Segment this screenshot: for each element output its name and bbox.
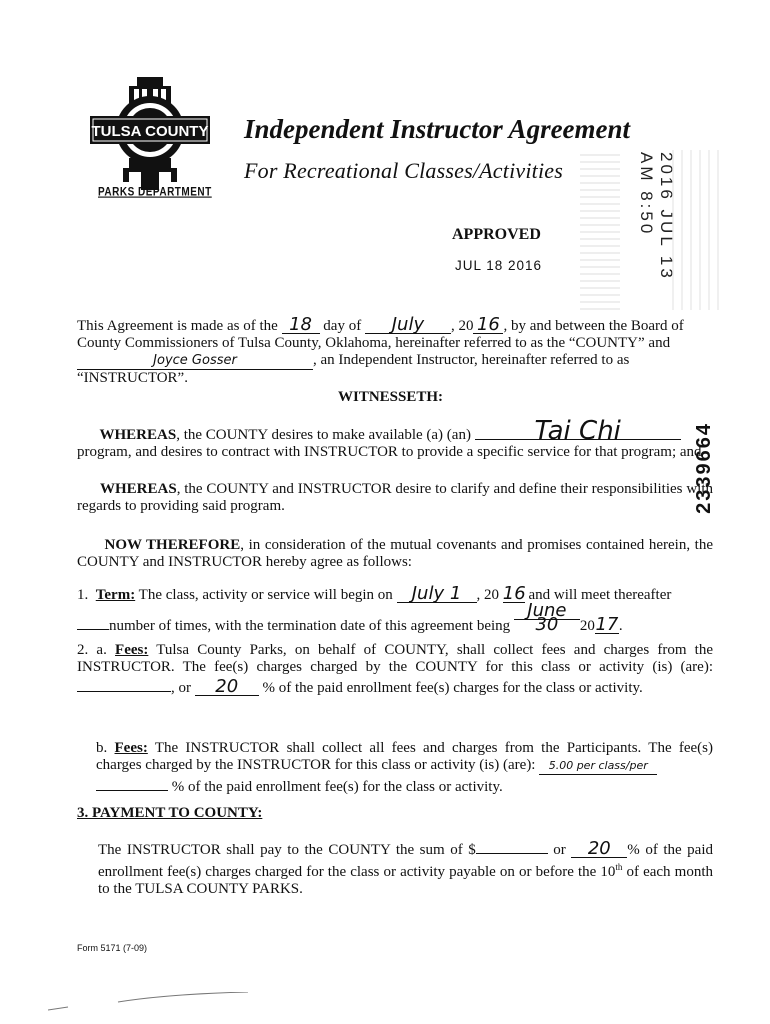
instructor-name-field: Joyce Gosser — [77, 354, 313, 370]
document-number-stamp: 2339664 — [693, 422, 715, 514]
payment-section: The INSTRUCTOR shall pay to the COUNTY the sum of $ or 20 % of the paid enrollment fee(s) charges charged for the class or activity payable on or before the 10th of each month to the TULSA COUNTY PARKS. — [98, 838, 714, 897]
program-field: Tai Chi — [475, 424, 681, 440]
term-section: 1. Term: The class, activity or service will begin on July 1 , 20 16 and will meet thereafter number of times, with the termination date of this agreement being June 30 2017. — [77, 583, 672, 635]
payment-heading: 3. PAYMENT TO COUNTY: — [77, 805, 263, 821]
month-field: July — [365, 318, 451, 334]
approved-date: JUL 18 2016 — [455, 258, 543, 273]
term-start-field: July 1 — [397, 587, 477, 603]
fees-b-section: b. Fees: The INSTRUCTOR shall collect all fees and charges from the Participants. The fee(s) charges charged by the INSTRUCTOR for this class or activity (is) (are): 5.00 per class/per % of the paid enrollment fee(s) for the class or activity. — [96, 740, 714, 795]
stamp-faint-marks — [580, 150, 620, 310]
witnesseth-heading: WITNESSETH: — [338, 389, 444, 405]
received-date-stamp: 2016 JUL 13 AM 8:50 — [637, 152, 676, 281]
termination-date-field: June 30 — [514, 604, 580, 620]
intro-paragraph: This Agreement is made as of the 18 day of July , 20 16 , by and between the Board of County Commissioners of Tulsa County, Oklahoma, hereinafter referred to as the “COUNTY” and Joyce Gosser , an Independent Instructor, hereinafter referred to as “INSTRUCTOR”. — [77, 314, 684, 386]
whereas-1: WHEREAS, the COUNTY desires to make available (a) (an) Tai Chi program, and desires to contract with INSTRUCTOR to provide a specific service for that program; and — [77, 416, 702, 460]
times-field — [77, 614, 109, 630]
document-title: Independent Instructor Agreement — [244, 114, 631, 144]
parks-department-label: PARKS DEPARTMENT — [98, 186, 212, 199]
day-field: 18 — [282, 318, 320, 334]
term-start-year-field: 16 — [502, 583, 526, 604]
fees-b-amount-field: 5.00 per class/per — [539, 759, 657, 775]
fees-a-section: 2. a. Fees: Tulsa County Parks, on behalf of COUNTY, shall collect fees and charges from the INSTRUCTOR. The fee(s) charges charged by the COUNTY for this class or activity (is) (are): , or 20 % of the paid enrollment fee(s) charges for the class or activity. — [77, 642, 714, 697]
fees-a-percent-field: 20 — [195, 680, 259, 696]
document-subtitle: For Recreational Classes/Activities — [244, 158, 564, 183]
payment-amount-field — [476, 838, 548, 854]
scribble-mark — [48, 992, 258, 1012]
fees-a-amount-field — [77, 676, 171, 692]
approved-stamp: APPROVED — [452, 226, 541, 243]
termination-year-field: 17 — [595, 614, 619, 635]
logo-text: TULSA COUNTY — [91, 123, 209, 140]
year-field: 16 — [473, 318, 503, 334]
form-number: Form 5171 (7-09) — [77, 943, 148, 953]
fees-b-percent-field — [96, 775, 168, 791]
payment-percent-field: 20 — [571, 842, 627, 858]
now-therefore: NOW THEREFORE, in consideration of the mutual covenants and promises contained herein, the COUNTY and INSTRUCTOR hereby agree as follows: — [77, 537, 714, 570]
whereas-2: WHEREAS, the COUNTY and INSTRUCTOR desire to clarify and define their responsibilities with regards to providing said program. — [77, 481, 713, 514]
stamp-faint-marks-right — [672, 150, 724, 310]
